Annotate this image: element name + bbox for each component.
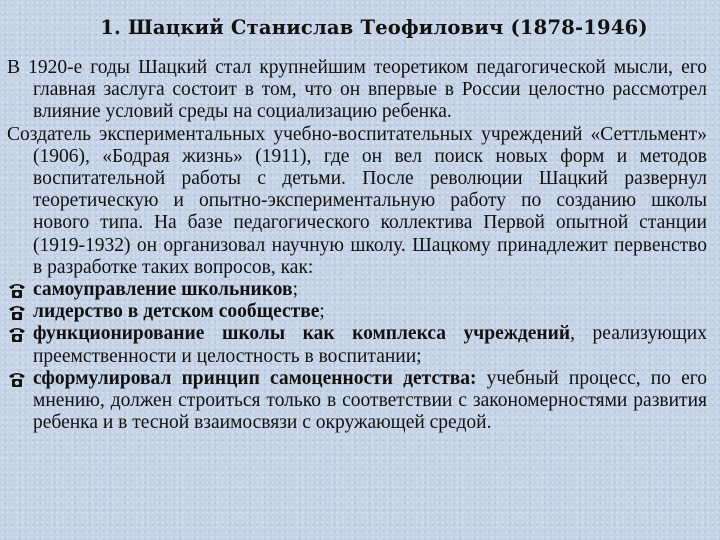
bullet-rest-text: учебный процесс, по его мнению, должен строиться только в соответствии с закономерностями развития ребенка и в тесной взаимосвязи с окружающей средой.	[33, 367, 708, 434]
slide-title: 1. Шацкий Станислав Теофилович (1878-1946)	[100, 16, 648, 39]
telephone-icon	[7, 325, 27, 343]
bullet-rest-text: , реализующих преемственности и целостность в воспитании;	[33, 323, 707, 367]
bullet-bold-text: лидерство в детском сообществе	[33, 301, 320, 323]
telephone-icon	[7, 303, 27, 321]
bullet-bold-text: функционирование школы как комплекса учреждений	[33, 323, 571, 345]
bullet-item-leadership	[7, 301, 707, 323]
paragraph-intro: В 1920-е годы Шацкий стал крупнейшим теоретиком педагогической мысли, его главная заслуга состоит в том, что он впервые в России целостно рассмотрел влияние условий среды на социализацию ребенка.	[7, 57, 707, 123]
bullet-item-self-government	[7, 279, 707, 301]
telephone-icon	[7, 370, 27, 388]
bullet-rest-text: ;	[292, 279, 298, 301]
paragraph-creator: Создатель экспериментальных учебно-воспитательных учреждений «Сеттльмент» (1906), «Бодрая жизнь» (1911), где он вел поиск новых форм и методов воспитательной работы с детьми. После революции Шацкий развернул теоретическую и опытно-экспериментальную работу по созданию школы нового типа. На базе педагогического коллектива Первой опытной станции (1919-1932) он организовал научную школу. Шацкому принадлежит первенство в разработке таких вопросов, как:	[7, 123, 707, 278]
bullet-bold-text: самоуправление школьников	[33, 279, 293, 301]
bullet-item-school-complex	[7, 323, 707, 367]
bullet-bold-text: сформулировал принцип самоценности детства:	[33, 367, 477, 389]
bullet-item-childhood-value	[7, 368, 707, 435]
slide-content	[7, 57, 707, 434]
bullet-rest-text: ;	[319, 301, 325, 323]
telephone-icon	[7, 281, 27, 299]
